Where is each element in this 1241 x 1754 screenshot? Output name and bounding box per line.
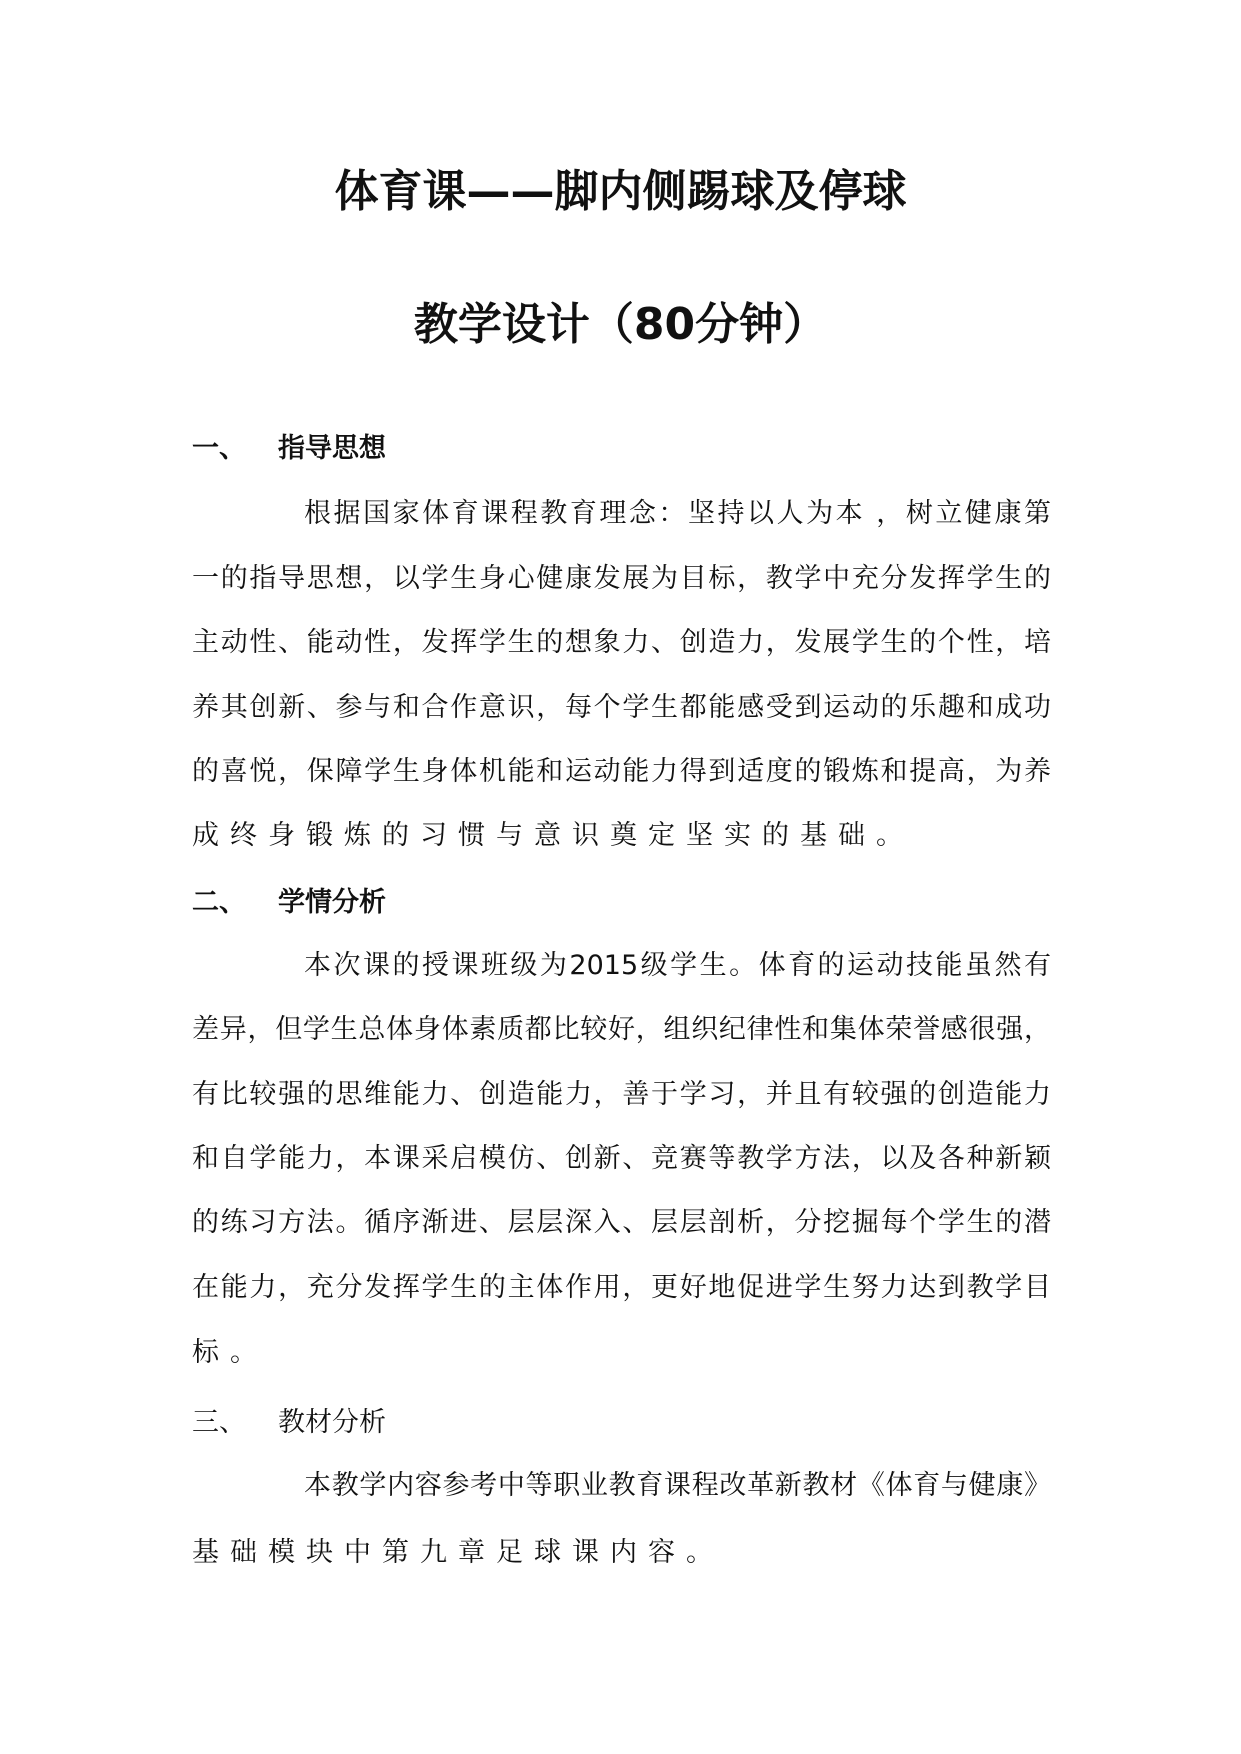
section-title: 学情分析 bbox=[278, 887, 386, 918]
paragraph-line: 在能力，充分发挥学生的主体作用，更好地促进学生努力达到教学目 bbox=[192, 1272, 1051, 1303]
paragraph-line: 标。 bbox=[192, 1337, 268, 1368]
paragraph-line: 养其创新、参与和合作意识，每个学生都能感受到运动的乐趣和成功 bbox=[192, 692, 1051, 723]
section-heading-guiding-ideology bbox=[192, 426, 386, 465]
section-number: 三、 bbox=[192, 1407, 246, 1438]
section-number: 一、 bbox=[192, 433, 246, 464]
paragraph-line: 根据国家体育课程教育理念：坚持以人为本 ，树立健康第 bbox=[304, 498, 1051, 529]
section-number: 二、 bbox=[192, 887, 246, 918]
paragraph-line: 差异，但学生总体身体素质都比较好，组织纪律性和集体荣誉感很强， bbox=[192, 1014, 1051, 1045]
document-title-line2: 教学设计（80分钟） bbox=[413, 299, 828, 350]
section-heading-textbook-analysis bbox=[192, 1400, 386, 1439]
paragraph-line: 和自学能力，本课采启模仿、创新、竞赛等教学方法，以及各种新颖 bbox=[192, 1143, 1051, 1174]
paragraph-line: 成终身锻炼的习惯与意识奠定坚实的基础。 bbox=[192, 820, 914, 851]
section-heading-student-analysis bbox=[192, 880, 386, 919]
section-title: 教材分析 bbox=[278, 1407, 386, 1438]
paragraph-line: 基础模块中第九章足球课内容。 bbox=[192, 1537, 724, 1568]
section-title: 指导思想 bbox=[278, 433, 386, 464]
paragraph-line: 本次课的授课班级为2015级学生。体育的运动技能虽然有 bbox=[304, 950, 1051, 981]
document-title-line1: 体育课——脚内侧踢球及停球 bbox=[334, 166, 907, 217]
paragraph-line: 的练习方法。循序渐进、层层深入、层层剖析，分挖掘每个学生的潜 bbox=[192, 1207, 1051, 1238]
paragraph-line: 本教学内容参考中等职业教育课程改革新教材《体育与健康》 bbox=[304, 1470, 1051, 1501]
paragraph-line: 的喜悦，保障学生身体机能和运动能力得到适度的锻炼和提高，为养 bbox=[192, 756, 1051, 787]
paragraph-line: 主动性、能动性，发挥学生的想象力、创造力，发展学生的个性，培 bbox=[192, 627, 1051, 658]
paragraph-line: 一的指导思想，以学生身心健康发展为目标，教学中充分发挥学生的 bbox=[192, 563, 1051, 594]
paragraph-line: 有比较强的思维能力、创造能力，善于学习，并且有较强的创造能力 bbox=[192, 1079, 1051, 1110]
